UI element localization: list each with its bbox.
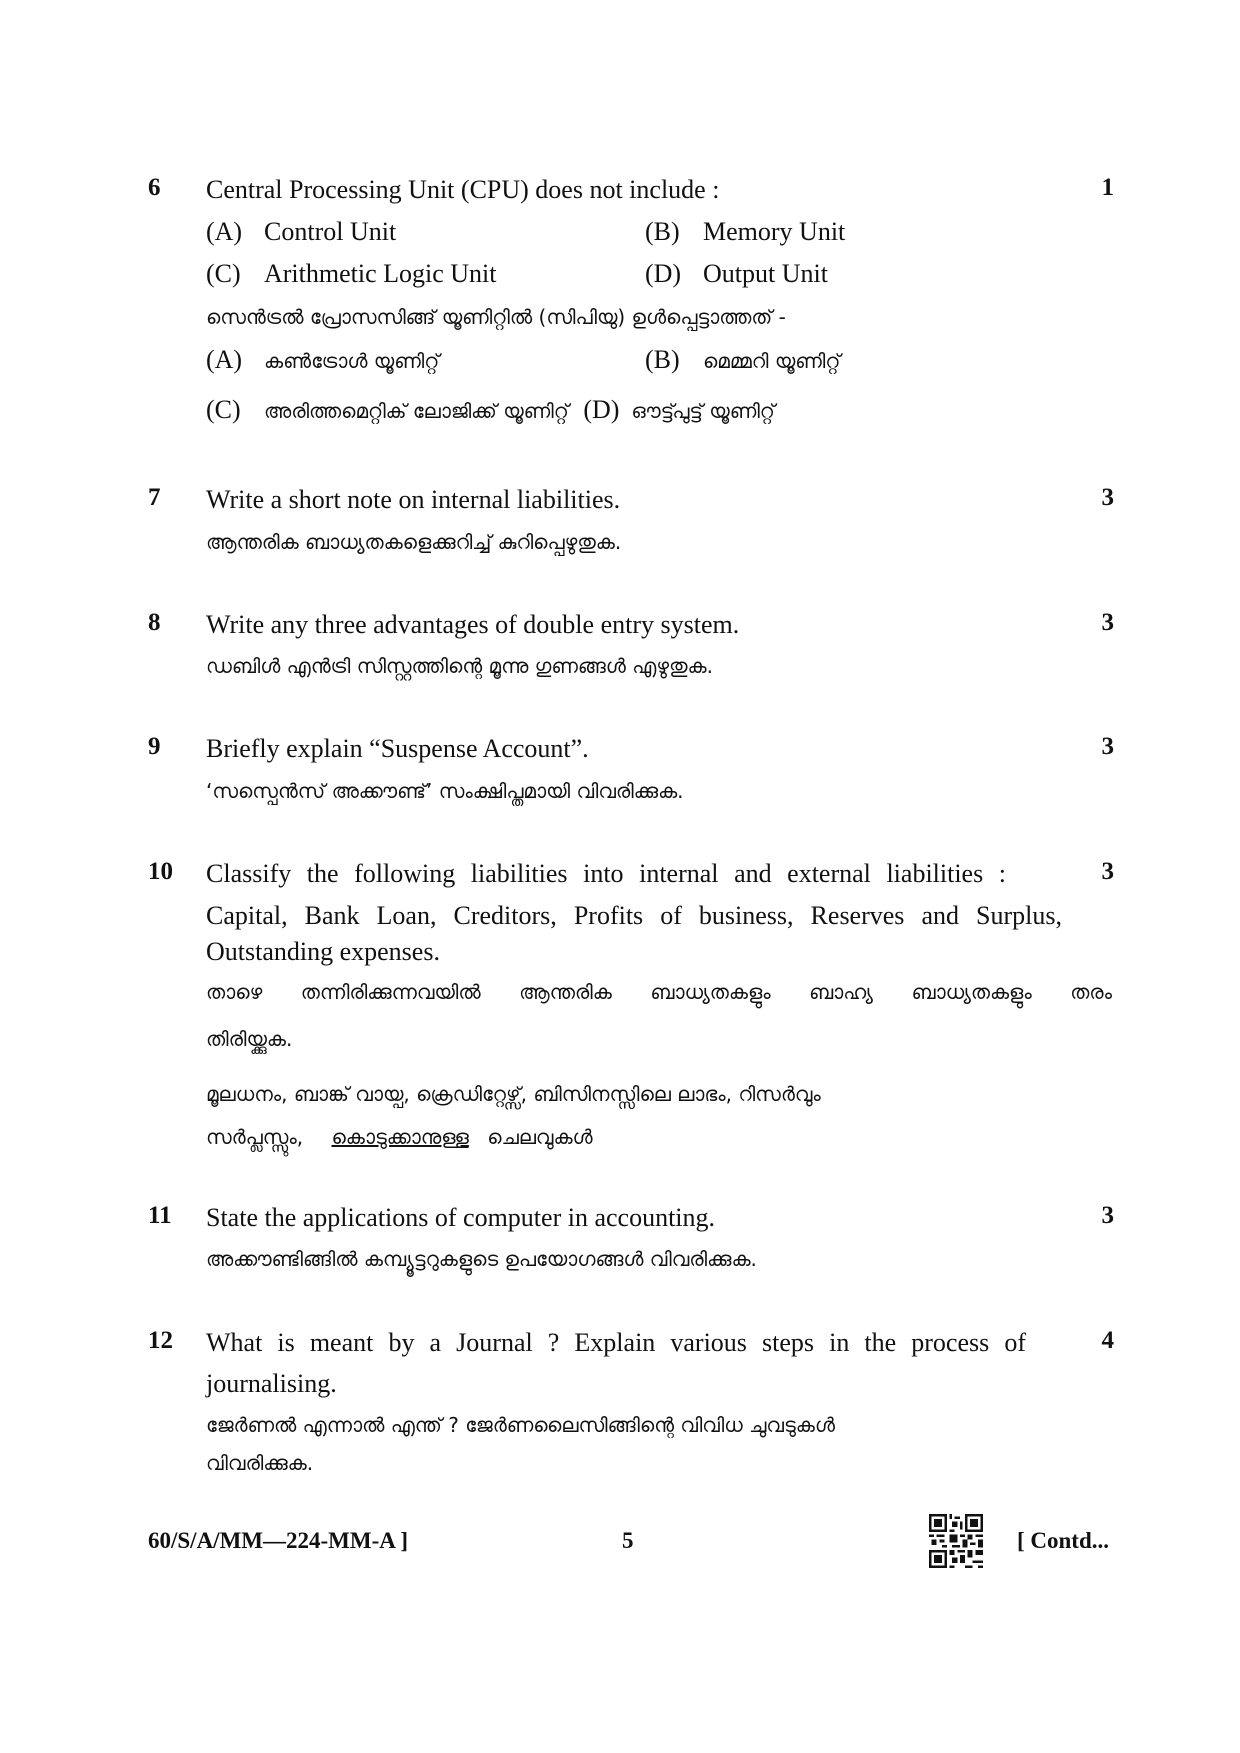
question-text-ml: താഴെ തന്നിരിക്കുന്നവയിൽ ആന്തരിക ബാധ്യതകളും ബാഹ്യ ബാധ്യതകളും തരം	[206, 980, 1112, 1004]
question-text-en: Write any three advantages of double entry system.	[206, 610, 740, 639]
question-text-en-line-2: journalising.	[206, 1369, 337, 1398]
question-text-en: Briefly explain “Suspense Account”.	[206, 734, 589, 763]
question-number: 8	[148, 609, 161, 636]
question-text-en: Classify the following liabilities into internal and external liabilities :	[206, 859, 1006, 888]
option-c-ml: (C) അരിത്തമെറ്റിക് ലോജിക്ക് യൂണിറ്റ് (D) ഔട്ട്പുട്ട് യൂണിറ്റ്	[206, 395, 775, 424]
question-text-ml-line-4: സർപ്ലസ്സും, കൊടുക്കാനുള്ള ചെലവുകൾ	[206, 1125, 593, 1149]
question-marks: 3	[1101, 1202, 1114, 1229]
question-number: 12	[148, 1327, 173, 1354]
question-text-en: What is meant by a Journal ? Explain various steps in the process of	[206, 1328, 1026, 1357]
question-marks: 3	[1101, 484, 1114, 511]
question-text-ml: ഡബിൾ എൻട്രി സിസ്റ്റത്തിന്റെ മൂന്നു ഗുണങ്ങൾ എഴുതുക.	[206, 654, 713, 678]
question-text-ml: അക്കൗണ്ടിങ്ങിൽ കമ്പ്യൂട്ടറുകളുടെ ഉപയോഗങ്ങൾ വിവരിക്കുക.	[206, 1247, 757, 1271]
question-number: 11	[148, 1202, 172, 1229]
question-text-ml-line-3: മൂലധനം, ബാങ്ക് വായ്പ, ക്രെഡിറ്റേഴ്സ്, ബിസിനസ്സിലെ ലാഭം, റിസർവും	[206, 1082, 821, 1106]
option-b-en: (B) Memory Unit	[645, 217, 846, 246]
question-text-en: State the applications of computer in accounting.	[206, 1203, 716, 1232]
question-number: 9	[148, 733, 161, 760]
continued-marker: [ Contd...	[1017, 1528, 1110, 1553]
option-d-en: (D) Output Unit	[645, 259, 828, 288]
question-marks: 4	[1101, 1327, 1114, 1354]
option-b-ml: (B) മെമ്മറി യൂണിറ്റ്	[645, 345, 841, 374]
question-marks: 1	[1101, 174, 1114, 201]
question-text-ml-line-2: വിവരിക്കുക.	[206, 1451, 314, 1475]
question-marks: 3	[1101, 733, 1114, 760]
question-marks: 3	[1101, 609, 1114, 636]
question-number: 7	[148, 484, 161, 511]
question-text-ml: സെൻട്രൽ പ്രോസസിങ്ങ് യൂണിറ്റിൽ (സിപിയു) ഉൾപ്പെട്ടാത്തത് -	[206, 305, 786, 329]
page-number: 5	[622, 1528, 634, 1553]
option-a-en: (A) Control Unit	[206, 217, 397, 246]
question-text-en-line-3: Outstanding expenses.	[206, 937, 440, 966]
qr-code-icon	[929, 1514, 983, 1568]
question-text-ml: ജേർണൽ എന്നാൽ എന്ത് ? ജേർണലൈസിങ്ങിന്റെ വിവിധ ചുവടുകൾ	[206, 1413, 835, 1437]
question-marks: 3	[1101, 858, 1114, 885]
question-text-en: Write a short note on internal liabilities.	[206, 485, 621, 514]
paper-code: 60/S/A/MM—224-MM-A ]	[148, 1528, 408, 1553]
option-a-ml: (A) കൺട്രോൾ യൂണിറ്റ്	[206, 345, 440, 374]
question-number: 6	[148, 174, 161, 201]
question-text-en-line-2: Capital, Bank Loan, Creditors, Profits of business, Reserves and Surplus,	[206, 901, 1062, 930]
question-text-ml: ‘സസ്പെൻസ് അക്കൗണ്ട്’ സംക്ഷിപ്തമായി വിവരിക്കുക.	[206, 779, 684, 803]
question-text-ml: ആന്തരിക ബാധ്യതകളെക്കുറിച്ച് കുറിപ്പെഴുതുക.	[206, 530, 622, 554]
question-text-ml-line-2: തിരിയ്ക്കുക.	[206, 1027, 293, 1051]
option-c-en: (C) Arithmetic Logic Unit	[206, 259, 497, 288]
question-text-en: Central Processing Unit (CPU) does not include :	[206, 175, 720, 204]
question-number: 10	[148, 858, 173, 885]
